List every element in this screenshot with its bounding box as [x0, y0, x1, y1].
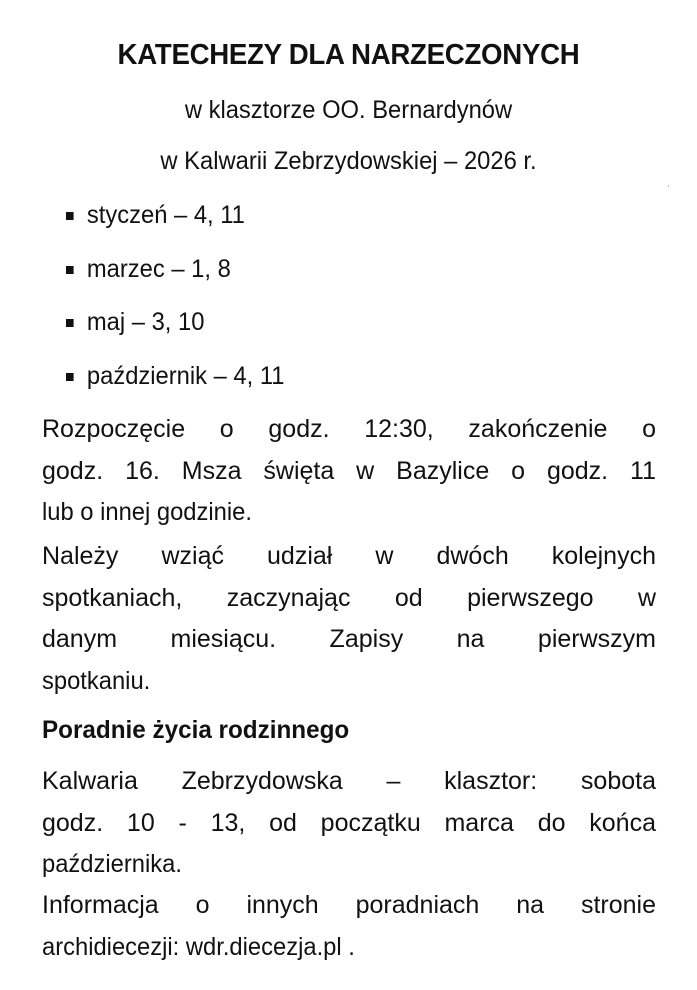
counseling-heading: Poradnie życia rodzinnego	[42, 716, 350, 744]
schedule-item-may	[66, 307, 285, 337]
paragraph-line: Kalwaria Zebrzydowska – klasztor: sobota	[42, 767, 656, 795]
paragraph-line: spotkaniach, zaczynając od pierwszego w	[42, 583, 656, 612]
schedule-item-label: styczeń – 4, 11	[86, 201, 245, 229]
paragraph-line: godz. 10 - 13, od początku marca do końca	[42, 808, 656, 837]
square-bullet-icon	[66, 373, 74, 381]
hours-paragraph	[42, 409, 656, 534]
counseling-paragraph	[42, 761, 656, 886]
schedule-item-january	[66, 200, 285, 230]
paragraph-line: danym miesiącu. Zapisy na pierwszym	[42, 625, 656, 653]
scan-speck	[668, 185, 669, 187]
paragraph-line: lub o innej godzinie.	[42, 498, 252, 526]
paragraph-line: archidiecezji: wdr.diecezja.pl .	[42, 932, 355, 961]
schedule-list	[66, 200, 296, 414]
square-bullet-icon	[66, 212, 74, 220]
info-paragraph	[42, 885, 656, 968]
paragraph-line: Informacja o innych poradniach na stronie	[42, 891, 656, 919]
schedule-item-label: październik – 4, 11	[86, 361, 285, 390]
schedule-item-october	[66, 361, 285, 391]
subtitle-place-year: w Kalwarii Zebrzydowskiej – 2026 r.	[160, 147, 537, 175]
paragraph-line: Rozpoczęcie o godz. 12:30, zakończenie o	[42, 415, 656, 443]
paragraph-line: godz. 16. Msza święta w Bazylice o godz. 11	[42, 456, 656, 485]
paragraph-line: Należy wziąć udział w dwóch kolejnych	[42, 542, 656, 570]
attendance-paragraph	[42, 536, 656, 702]
document-title: KATECHEZY DLA NARZECZONYCH	[117, 39, 580, 71]
schedule-item-label: marzec – 1, 8	[86, 254, 231, 283]
square-bullet-icon	[66, 266, 74, 274]
subtitle-location: w klasztorze OO. Bernardynów	[184, 96, 513, 124]
schedule-item-label: maj – 3, 10	[86, 308, 205, 336]
paragraph-line: października.	[42, 850, 182, 878]
schedule-item-march	[66, 254, 285, 284]
paragraph-line: spotkaniu.	[42, 666, 151, 695]
square-bullet-icon	[66, 319, 74, 327]
